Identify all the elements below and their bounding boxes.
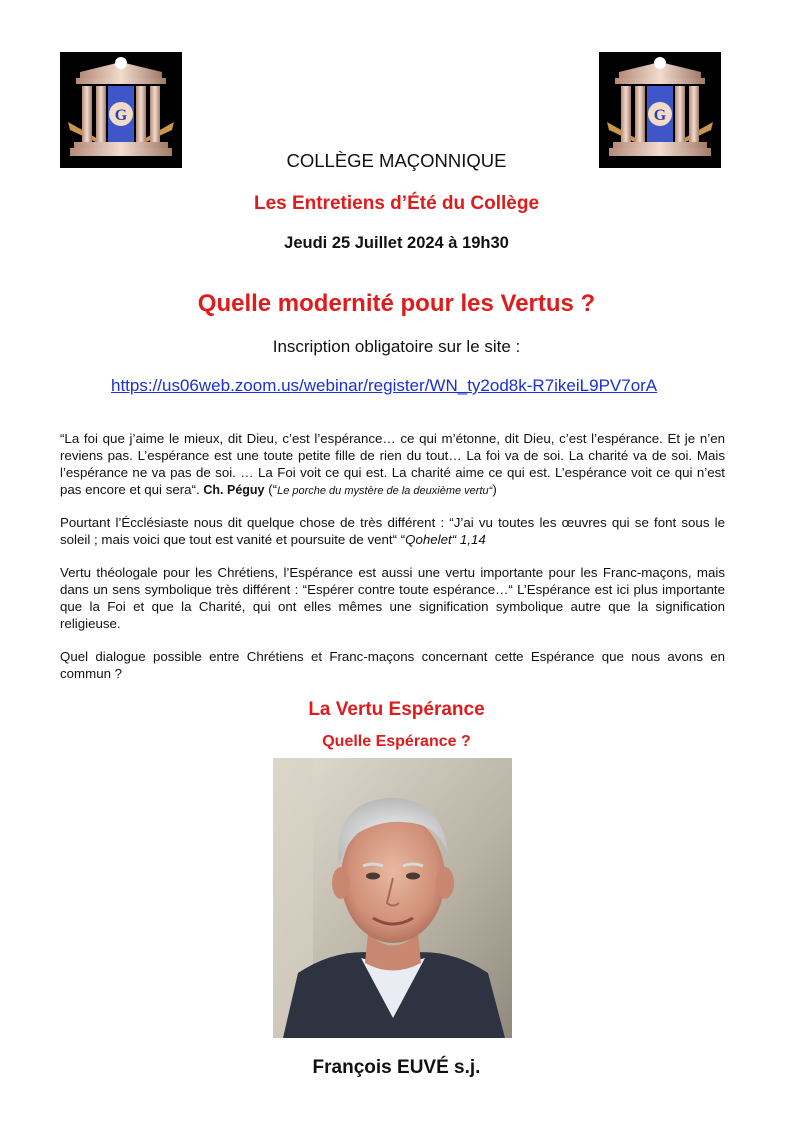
event-title: Quelle modernité pour les Vertus ?	[197, 290, 596, 317]
registration-link[interactable]: https://us06web.zoom.us/webinar/register/WN_ty2od8k-R7ikeiL9PV7orA	[111, 376, 658, 395]
vertu-paragraph: Vertu théologale pour les Chrétiens, l’Espérance est aussi une vertu importante pour les Franc-maçons, mais dans un sens symbolique très différent : “Espérer contre toute espérance…“ L’Espérance est ici plus importante que la Foi et que la Charité, qui ont elles mêmes une signification symbolique autre que la signification religieuse.	[60, 565, 725, 631]
svg-text:G: G	[653, 107, 667, 124]
dialogue-paragraph: Quel dialogue possible entre Chrétiens et Franc-maçons concernant cette Espérance que nous avons en commun ?	[60, 649, 725, 681]
event-date: Jeudi 25 Juillet 2024 à 19h30	[284, 234, 509, 252]
lecture-subtitle: Quelle Espérance ?	[322, 733, 471, 750]
peguy-open: (“	[264, 482, 278, 497]
series-title: Les Entretiens d’Été du Collège	[253, 193, 540, 214]
lecture-title: La Vertu Espérance	[308, 699, 485, 720]
peguy-author: Ch. Péguy	[203, 483, 265, 497]
college-title: COLLÈGE MAÇONNIQUE	[286, 150, 507, 171]
peguy-source: Le porche du mystère de la deuxième vertu“	[277, 485, 493, 497]
ecclesiaste-text: Pourtant l’Écclésiaste nous dit quelque chose de très différent : “J’ai vu toutes les œuvres qui se font sous le soleil ; mais voici que tout est vanité et poursuite de vent“ “	[60, 515, 725, 547]
peguy-quote	[60, 430, 725, 500]
speaker-portrait-icon	[273, 758, 512, 1038]
qohelet-reference: Qohelet“ 1,14	[405, 532, 486, 547]
ecclesiaste-paragraph	[60, 514, 725, 548]
peguy-quote-text: “La foi que j’aime le mieux, dit Dieu, c’est l’espérance… ce qui m’étonne, dit Dieu, c’est l’espérance. Et je n’en reviens pas. L’espérance est une toute petite fille de rien du tout… La foi va de soi. La charité va de soi. Mais l’espérance ne va pas de soi. … La Foi voit ce qui est. La charité aime ce qui est. L’espérance voit ce qui n’est pas encore et qui sera“.	[60, 431, 725, 497]
speaker-name: François EUVÉ s.j.	[312, 1057, 481, 1078]
speaker-photo	[273, 758, 512, 1038]
peguy-close: )	[492, 482, 497, 497]
svg-text:G: G	[114, 107, 128, 124]
inscription-note: Inscription obligatoire sur le site :	[272, 337, 521, 356]
